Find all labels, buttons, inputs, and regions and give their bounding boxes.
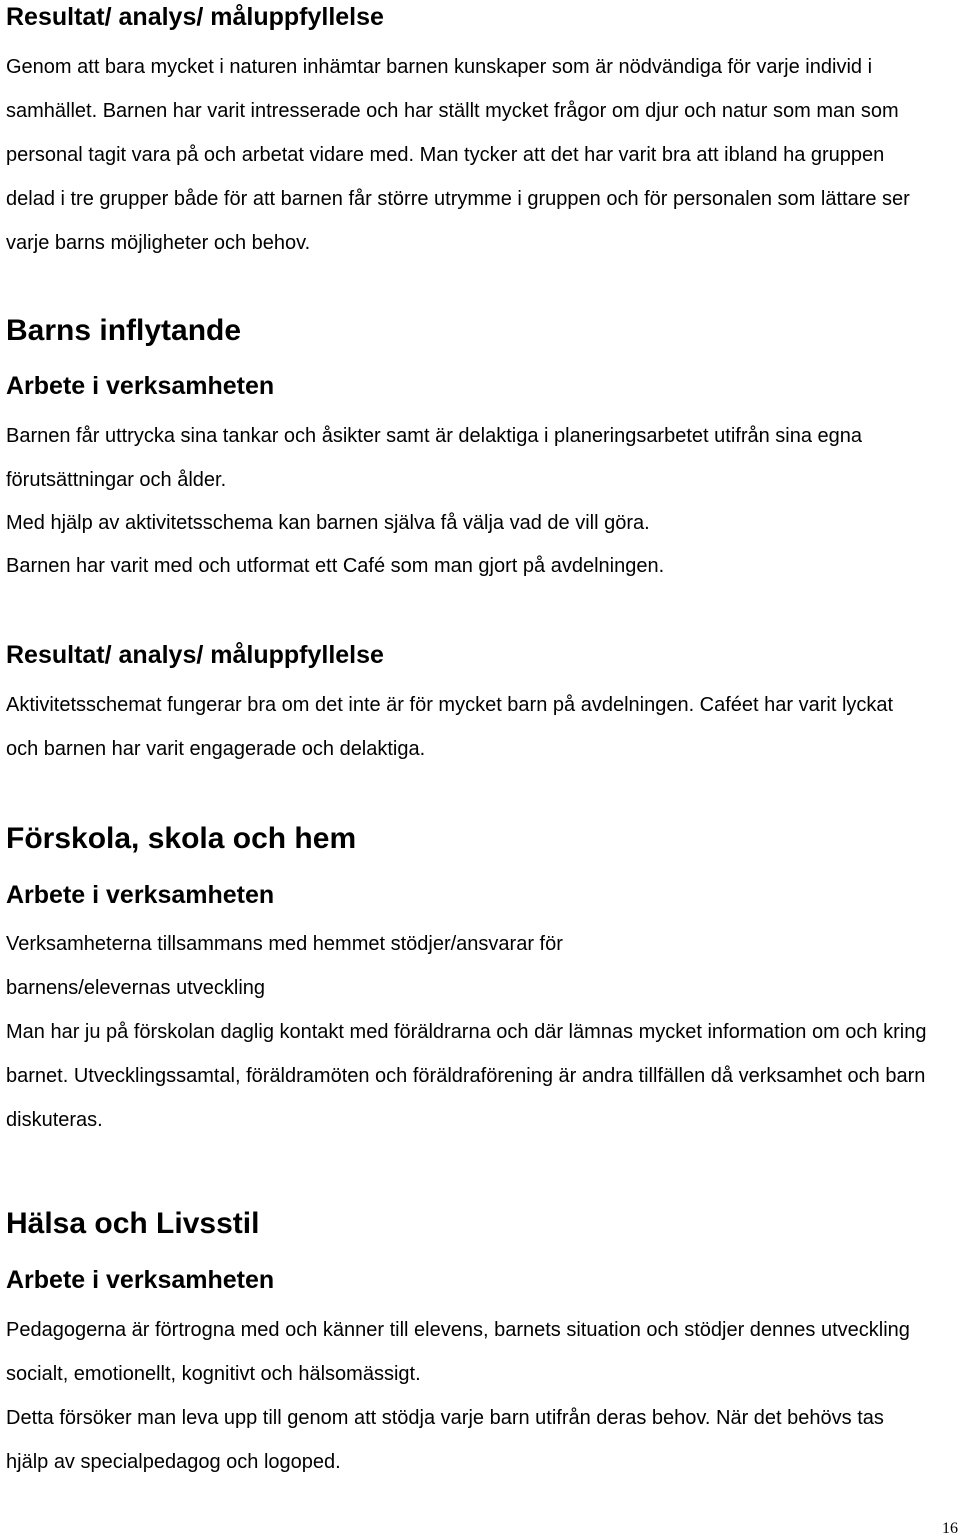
text-line: Detta försöker man leva upp till genom att stödja varje barn utifrån deras behov. När det behövs tas bbox=[6, 1407, 884, 1429]
section-heading-results-2: Resultat/ analys/ måluppfyllelse bbox=[6, 641, 384, 669]
text-line: Med hjälp av aktivitetsschema kan barnen själva få välja vad de vill göra. bbox=[6, 512, 650, 534]
text-line: varje barns möjligheter och behov. bbox=[6, 232, 311, 254]
paragraph-halsa-livsstil bbox=[6, 1308, 910, 1484]
text-line: hjälp av specialpedagog och logoped. bbox=[6, 1451, 341, 1473]
text-line: barnens/elevernas utveckling bbox=[6, 977, 266, 999]
text-line: diskuteras. bbox=[6, 1109, 103, 1131]
section-title-forskola-skola-hem: Förskola, skola och hem bbox=[6, 822, 357, 855]
section-title-halsa-livsstil: Hälsa och Livsstil bbox=[6, 1207, 260, 1240]
text-line: Aktivitetsschemat fungerar bra om det inte är för mycket barn på avdelningen. Caféet har varit lyckat bbox=[6, 694, 894, 716]
section-heading-results-1: Resultat/ analys/ måluppfyllelse bbox=[6, 3, 384, 31]
text-line: delad i tre grupper både för att barnen får större utrymme i gruppen och för personalen som lättare ser bbox=[6, 188, 910, 210]
paragraph-barns-inflytande bbox=[6, 414, 862, 588]
text-line: Pedagogerna är förtrogna med och känner till elevens, barnets situation och stödjer dennes utveckling bbox=[6, 1319, 910, 1341]
paragraph-results-2 bbox=[6, 683, 893, 771]
text-line: Verksamheterna tillsammans med hemmet stödjer/ansvarar för bbox=[6, 933, 563, 955]
text-line: socialt, emotionellt, kognitivt och hälsomässigt. bbox=[6, 1363, 421, 1385]
section-title-barns-inflytande: Barns inflytande bbox=[6, 314, 242, 347]
text-line: Genom att bara mycket i naturen inhämtar barnen kunskaper som är nödvändiga för varje individ i bbox=[6, 56, 873, 78]
subsection-title-arbete: Arbete i verksamheten bbox=[6, 881, 275, 909]
subsection-title-arbete: Arbete i verksamheten bbox=[6, 1266, 275, 1294]
text-line: och barnen har varit engagerade och delaktiga. bbox=[6, 738, 426, 760]
text-line: barnet. Utvecklingssamtal, föräldramöten och föräldraförening är andra tillfällen då verksamhet och barn bbox=[6, 1065, 926, 1087]
page-number: 16 bbox=[942, 1520, 958, 1537]
text-line: samhället. Barnen har varit intresserade och har ställt mycket frågor om djur och natur som man som bbox=[6, 100, 899, 122]
text-line: Man har ju på förskolan daglig kontakt med föräldrarna och där lämnas mycket information om och kring bbox=[6, 1021, 927, 1043]
text-line: personal tagit vara på och arbetat vidare med. Man tycker att det har varit bra att ibland ha gruppen bbox=[6, 144, 885, 166]
text-line: Barnen får uttrycka sina tankar och åsikter samt är delaktiga i planeringsarbetet utifrån sina egna bbox=[6, 425, 863, 447]
subsection-title-arbete: Arbete i verksamheten bbox=[6, 372, 275, 400]
paragraph-forskola-skola-hem bbox=[6, 922, 926, 1142]
text-line: förutsättningar och ålder. bbox=[6, 469, 227, 491]
paragraph-results-1 bbox=[6, 45, 910, 265]
text-line: Barnen har varit med och utformat ett Café som man gjort på avdelningen. bbox=[6, 555, 665, 577]
